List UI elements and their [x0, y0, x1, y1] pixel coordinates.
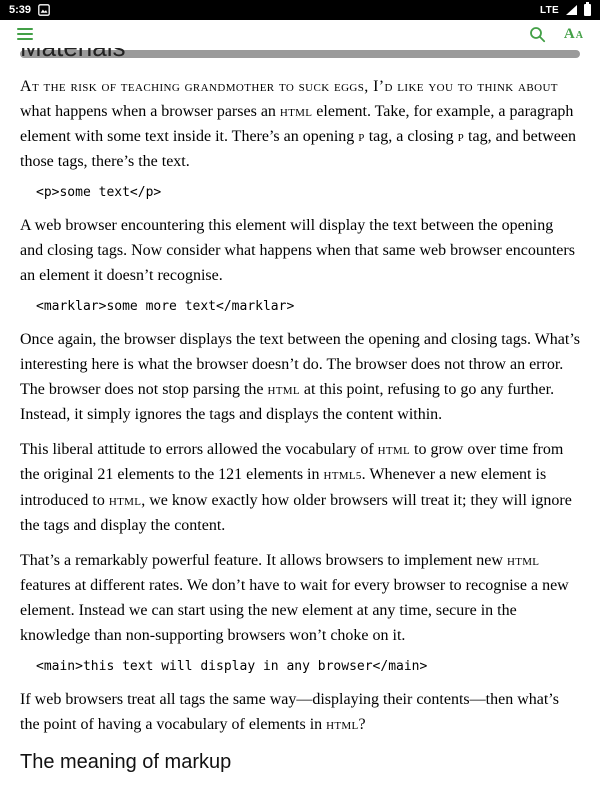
display-options-glyph: A: [575, 29, 583, 41]
section-heading: The meaning of markup: [20, 750, 232, 773]
abbr-text: HTML: [506, 551, 540, 569]
text-run: If web browsers treat all tags the same way—displaying their contents—then what’s the point of having a vocabulary of elements in: [20, 690, 559, 733]
status-bar: [0, 0, 600, 20]
abbr-text: P: [358, 128, 365, 146]
text-run: element. Take, for example, a paragraph element with some text inside it. There’s an opening: [20, 103, 574, 146]
text-run: ?: [358, 715, 366, 733]
text-run: . Whenever a new element is introduced to: [20, 466, 547, 509]
text-run: At the risk of teaching grandmother to suck eggs, I’d like you to think about what happens when a browser parses an: [20, 78, 558, 121]
reader-content: [0, 29, 600, 774]
abbr-text: HTML: [326, 715, 359, 733]
cellular-signal-icon: [566, 5, 577, 15]
paragraph: [20, 548, 580, 648]
menu-icon[interactable]: [17, 28, 33, 40]
status-bar-right: [540, 4, 591, 16]
search-icon[interactable]: [529, 26, 546, 43]
app-toolbar: [0, 20, 600, 48]
paragraph: [20, 327, 580, 427]
battery-icon: [584, 4, 591, 16]
text-run: at this point, refusing to go any further. Instead, it simply ignores the tags and displays the content within.: [20, 381, 555, 424]
code-block: <marklar>some more text</marklar>: [36, 299, 295, 315]
paragraph: [20, 437, 580, 537]
abbr-text: HTML: [267, 381, 300, 399]
menu-icon-bar: [17, 33, 33, 35]
paragraph: A web browser encountering this element will display the text between the opening and closing tags. Now consider what happens when that same web browser encounters an element it doesn’t recognise.: [20, 216, 575, 285]
display-options-icon[interactable]: [564, 27, 583, 42]
abbr-text: HTML: [279, 103, 313, 121]
text-run: tag, a closing: [364, 128, 458, 146]
paragraph: [20, 687, 580, 737]
abbr-text: P: [457, 128, 465, 146]
text-run: Once again, the browser displays the text between the opening and closing tags. What’s interesting here is what the browser doesn’t do. The browser does not throw an error. The browser does not stop parsing the: [20, 330, 580, 399]
menu-icon-bar: [17, 28, 33, 30]
code-block: <main>this text will display in any browser</main>: [36, 659, 428, 675]
code-block: <p>some text</p>: [36, 185, 162, 201]
text-run: to grow over time from the original 21 elements to the 121 elements in: [20, 441, 564, 484]
abbr-text: HTML5: [323, 466, 362, 484]
screenshot-icon: [38, 4, 50, 16]
text-run: That’s a remarkably powerful feature. It allows browsers to implement new: [20, 551, 507, 569]
text-run: tag, and between those tags, there’s the text.: [20, 128, 576, 171]
status-bar-left: [9, 4, 50, 16]
toolbar-actions: [529, 26, 583, 43]
abbr-text: HTML: [377, 441, 411, 459]
text-run: , we know exactly how older browsers will treat it; they will ignore the tags and display the content.: [20, 491, 572, 534]
network-type-label: LTE: [539, 4, 559, 16]
display-options-glyph: A: [563, 25, 575, 42]
clock: 5:39: [9, 4, 32, 16]
abbr-text: HTML: [108, 491, 142, 509]
text-run: This liberal attitude to errors allowed the vocabulary of: [20, 441, 378, 459]
text-run: features at different rates. We don’t have to wait for every browser to recognise a new element. Instead we can start using the new element at any time, secure in the knowledge than non-supporting browsers won’t choke on it.: [20, 576, 569, 645]
paragraph: [20, 74, 580, 174]
menu-icon-bar: [17, 38, 33, 40]
